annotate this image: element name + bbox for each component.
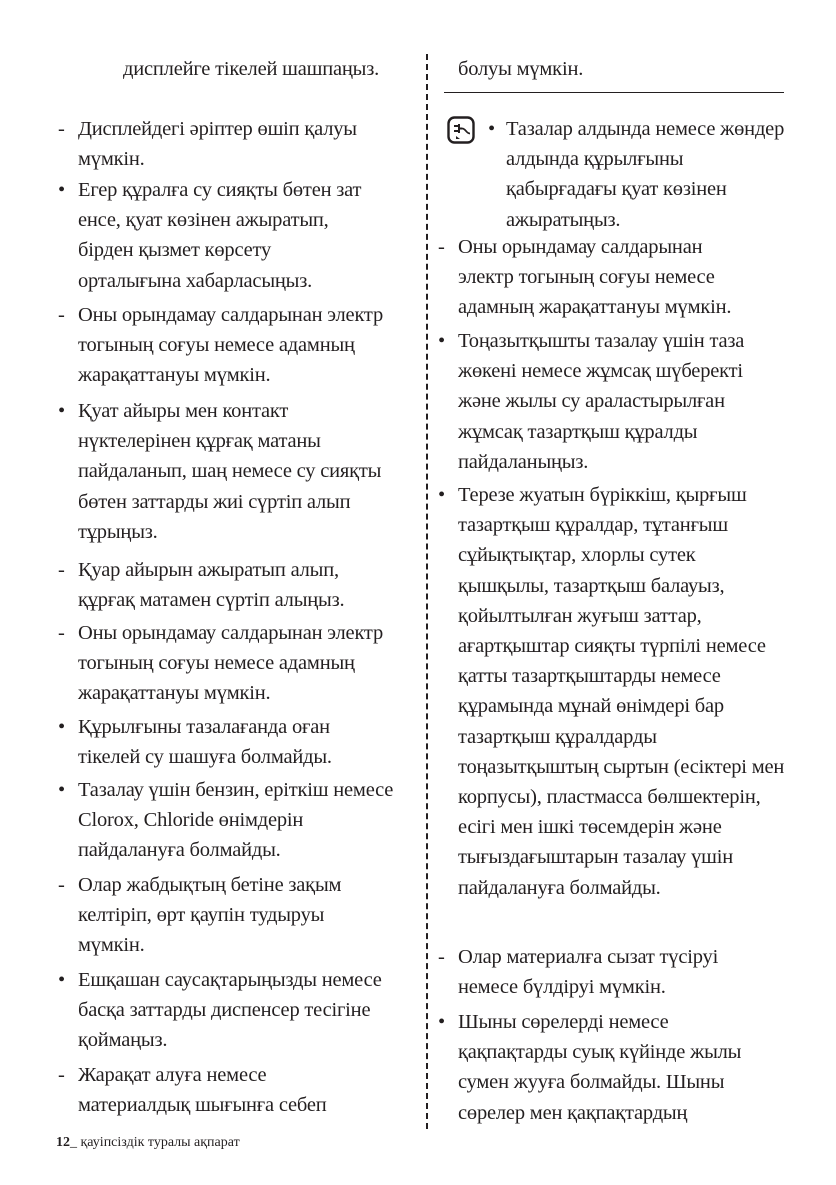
continuation-text: болуы мүмкін. (458, 58, 584, 80)
section-rule (444, 92, 784, 93)
list-marker: - (58, 304, 65, 326)
list-item: Қуат айыры мен контакт нүктелерінен құрғақ матаны пайдаланып, шаң немесе су сияқты бөтен заттарды жиі сүртіп алып тұрыңыз. (78, 400, 382, 543)
list-item: Олар жабдықтың бетіне зақым келтіріп, өрт қаупін тудыруы мүмкін. (78, 874, 342, 957)
list-item: Тазалау үшін бензин, еріткіш немесе Clorox, Chloride өнімдерін пайдалануға болмайды. (78, 779, 394, 862)
list-marker: - (438, 236, 445, 258)
list-marker: - (438, 946, 445, 968)
list-marker: - (58, 118, 65, 140)
list-item: Шыны сөрелерді немесе қақпақтарды суық күйінде жылы сумен жууға болмайды. Шыны сөрелер мен қақпақтардың (458, 1011, 742, 1124)
footer-section: қауіпсіздік туралы ақпарат (80, 1135, 240, 1150)
list-item: Қуар айырын ажыратып алып, құрғақ матамен сүртіп алыңыз. (78, 559, 345, 612)
list-item: Тоңазытқышты тазалау үшін таза жөкені немесе жұмсақ шүберекті және жылы су араластырылған жұмсақ тазартқыш құралды пайдаланыңыз. (458, 330, 745, 473)
list-marker: • (58, 179, 66, 201)
list-item: Жарақат алуға немесе материалдық шығынға себеп (78, 1064, 327, 1117)
list-item: Ешқашан саусақтарыңызды немесе басқа заттарды диспенсер тесігіне қоймаңыз. (78, 969, 382, 1052)
footer-separator: _ (70, 1135, 77, 1150)
intro-text: дисплейге тікелей шашпаңыз. (123, 58, 380, 80)
list-marker: • (488, 118, 496, 140)
list-item: Терезе жуатын бүріккіш, қырғыш тазартқыш құралдар, тұтанғыш сұйықтықтар, хлорлы сутек қышқылы, тазартқыш балауыз, қойылтылған жуғыш заттар, ағартқыштар сияқты түрпілі немесе қатты тазартқыштарды немесе құрамында мұнай өнімдері бар тазартқыш құралдарды тоңазытқыштың сыртын (есіктері мен корпусы), пластмасса бөлшектерін, есігі мен ішкі төсемдерін және тығыздағыштарын тазалау үшін пайдалануға болмайды. (458, 484, 785, 899)
list-item: Дисплейдегі әріптер өшіп қалуы мүмкін. (78, 118, 357, 171)
list-item: Тазалар алдында немесе жөндер алдында құрылғыны қабырғадағы қуат көзінен ажыратыңыз. (506, 118, 785, 231)
list-item: Егер құралға су сияқты бөтен зат енсе, қуат көзінен ажыратып, бірден қызмет көрсету орталығына хабарласыңыз. (78, 179, 362, 292)
list-marker: • (58, 400, 66, 422)
column-divider (426, 54, 428, 1129)
list-marker: • (438, 484, 446, 506)
page-footer (56, 1134, 240, 1152)
list-item: Оны орындамау салдарынан электр тогының соғуы немесе адамның жарақаттануы мүмкін. (78, 304, 383, 387)
list-marker: - (58, 1064, 65, 1086)
list-item: Оны орындамау салдарынан электр тогының соғуы немесе адамның жарақаттануы мүмкін. (78, 622, 383, 705)
list-item: Оны орындамау салдарынан электр тогының соғуы немесе адамның жарақаттануы мүмкін. (458, 236, 732, 319)
list-marker: • (58, 969, 66, 991)
list-item: Құрылғыны тазалағанда оған тікелей су шашуға болмайды. (78, 716, 332, 769)
list-marker: • (58, 716, 66, 738)
list-item: Олар материалға сызат түсіруі немесе бүлдіруі мүмкін. (458, 946, 719, 999)
list-marker: • (438, 1011, 446, 1033)
list-marker: - (58, 559, 65, 581)
list-marker: - (58, 622, 65, 644)
list-marker: • (58, 779, 66, 801)
unplug-icon (447, 116, 475, 144)
page-number: 12 (56, 1135, 70, 1150)
list-marker: • (438, 330, 446, 352)
list-marker: - (58, 874, 65, 896)
